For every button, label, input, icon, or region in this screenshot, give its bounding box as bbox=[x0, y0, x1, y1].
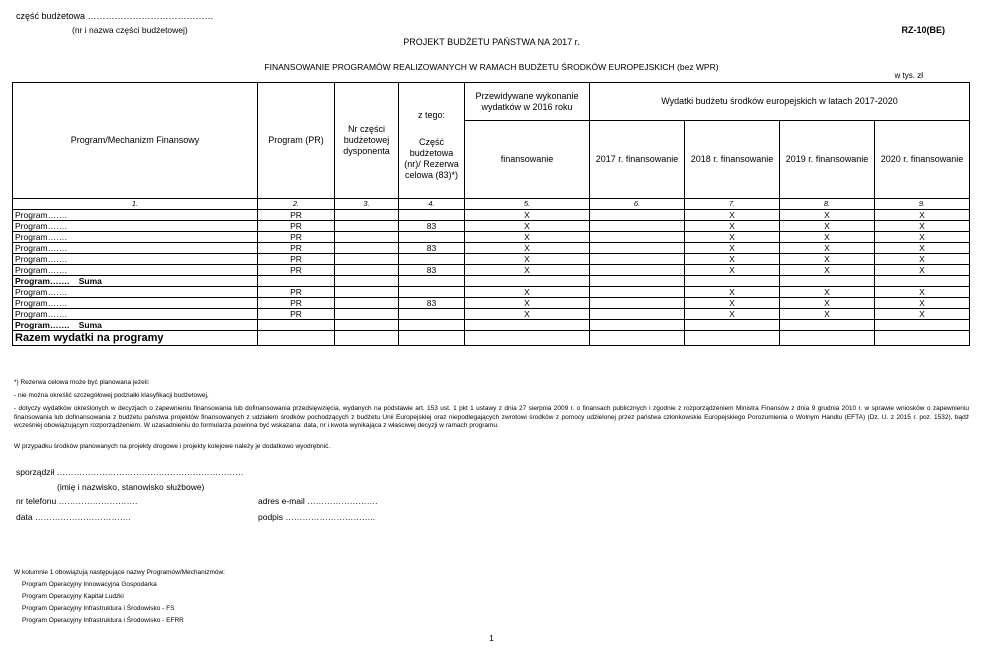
total-cell bbox=[685, 331, 780, 346]
table-cell bbox=[399, 309, 465, 320]
row-label: Program……. bbox=[13, 298, 258, 309]
email-field: adres e-mail ……………………. bbox=[258, 496, 378, 506]
table-cell bbox=[335, 287, 399, 298]
table-cell bbox=[335, 320, 399, 331]
table-cell bbox=[590, 320, 685, 331]
table-cell bbox=[780, 320, 875, 331]
column-number: 2. bbox=[258, 199, 335, 210]
row-label: Program……. bbox=[13, 221, 258, 232]
table-cell bbox=[780, 276, 875, 287]
table-row bbox=[13, 298, 970, 309]
page-subtitle: FINANSOWANIE PROGRAMÓW REALIZOWANYCH W RAMACH BUDŻETU ŚRODKÓW EUROPEJSKICH (bez WPR) bbox=[264, 62, 719, 72]
unit-label: w tys. zł bbox=[894, 71, 923, 80]
table-cell: X bbox=[780, 210, 875, 221]
signature-field: podpis ………………………….. bbox=[258, 512, 376, 522]
table-cell: X bbox=[685, 232, 780, 243]
table-cell: PR bbox=[258, 287, 335, 298]
table-cell: PR bbox=[258, 210, 335, 221]
table-cell: X bbox=[875, 210, 970, 221]
table-cell bbox=[335, 232, 399, 243]
table-cell bbox=[685, 276, 780, 287]
header-pr: Program (PR) bbox=[258, 83, 335, 199]
table-cell bbox=[335, 221, 399, 232]
total-cell bbox=[335, 331, 399, 346]
table-cell bbox=[399, 254, 465, 265]
table-cell: PR bbox=[258, 254, 335, 265]
table-cell: X bbox=[465, 298, 590, 309]
table-cell bbox=[258, 276, 335, 287]
table-row bbox=[13, 287, 970, 298]
table-cell: X bbox=[685, 254, 780, 265]
table-cell bbox=[335, 309, 399, 320]
table-body bbox=[13, 210, 970, 331]
header-2018: 2018 r. finansowanie bbox=[685, 121, 780, 199]
table-cell: X bbox=[465, 210, 590, 221]
table-cell bbox=[590, 276, 685, 287]
table-cell: X bbox=[685, 298, 780, 309]
row-label: Program……. bbox=[13, 232, 258, 243]
program-name-item: Program Operacyjny Infrastruktura i Środowisko - EFRR bbox=[22, 617, 184, 624]
table-cell: X bbox=[875, 232, 970, 243]
table-cell: 83 bbox=[399, 221, 465, 232]
table-row bbox=[13, 309, 970, 320]
table-cell bbox=[399, 287, 465, 298]
page-number: 1 bbox=[489, 633, 494, 643]
footnote-1: *) Rezerwa celowa może być planowana jeżeli: bbox=[14, 379, 150, 386]
table-cell bbox=[335, 254, 399, 265]
header-z-tego: z tego: bbox=[399, 83, 465, 121]
header-finansowanie: finansowanie bbox=[465, 121, 590, 199]
table-cell: X bbox=[875, 243, 970, 254]
programs-intro: W kolumnie 1 obowiązują następujące nazwy Programów/Mechanizmów: bbox=[14, 569, 225, 576]
table-cell bbox=[335, 243, 399, 254]
table-cell bbox=[875, 320, 970, 331]
table-cell bbox=[335, 298, 399, 309]
table-cell bbox=[685, 320, 780, 331]
table-cell: X bbox=[780, 221, 875, 232]
table-row bbox=[13, 276, 970, 287]
total-cell bbox=[780, 331, 875, 346]
table-row bbox=[13, 243, 970, 254]
prepared-by-hint: (imię i nazwisko, stanowisko służbowe) bbox=[57, 482, 205, 492]
row-label: Program……. bbox=[13, 309, 258, 320]
footnote-2: - nie można określić szczegółowej podziałki klasyfikacji budżetowej, bbox=[14, 392, 209, 399]
table-row bbox=[13, 210, 970, 221]
header-przewidywane: Przewidywane wykonanie wydatków w 2016 roku bbox=[465, 83, 590, 121]
table-cell: PR bbox=[258, 265, 335, 276]
table-cell bbox=[590, 287, 685, 298]
program-name-item: Program Operacyjny Kapitał Ludzki bbox=[22, 593, 124, 600]
table-cell: X bbox=[780, 309, 875, 320]
column-numbers-row bbox=[13, 199, 970, 210]
header-program: Program/Mechanizm Finansowy bbox=[13, 83, 258, 199]
column-number: 5. bbox=[465, 199, 590, 210]
table-cell: X bbox=[465, 232, 590, 243]
table-cell: X bbox=[465, 243, 590, 254]
table-cell: X bbox=[685, 243, 780, 254]
total-cell bbox=[258, 331, 335, 346]
table-cell: X bbox=[685, 309, 780, 320]
table-cell bbox=[399, 210, 465, 221]
table-cell: PR bbox=[258, 232, 335, 243]
form-code: RZ-10(BE) bbox=[901, 25, 945, 35]
table-cell: X bbox=[780, 254, 875, 265]
table-cell: 83 bbox=[399, 243, 465, 254]
row-label: Program……. bbox=[13, 243, 258, 254]
table-row bbox=[13, 320, 970, 331]
table-cell: PR bbox=[258, 243, 335, 254]
column-number: 3. bbox=[335, 199, 399, 210]
header-nr-czesci: Nr części budżetowej dysponenta bbox=[335, 83, 399, 199]
table-cell bbox=[399, 232, 465, 243]
table-cell: PR bbox=[258, 221, 335, 232]
total-cell bbox=[590, 331, 685, 346]
part-hint: (nr i nazwa części budżetowej) bbox=[72, 25, 188, 35]
table-cell: X bbox=[465, 254, 590, 265]
header-wydatki: Wydatki budżetu środków europejskich w latach 2017-2020 bbox=[590, 83, 970, 121]
table-cell: X bbox=[465, 221, 590, 232]
row-label: Program……. Suma bbox=[13, 320, 258, 331]
table-cell bbox=[590, 265, 685, 276]
table-cell: X bbox=[780, 298, 875, 309]
table-cell: X bbox=[685, 210, 780, 221]
table-cell: X bbox=[875, 287, 970, 298]
table-cell: X bbox=[780, 243, 875, 254]
total-cell bbox=[465, 331, 590, 346]
table-cell: X bbox=[875, 298, 970, 309]
table-cell: X bbox=[780, 287, 875, 298]
table-cell bbox=[590, 210, 685, 221]
total-label: Razem wydatki na programy bbox=[13, 331, 258, 346]
table-cell: X bbox=[465, 287, 590, 298]
table-row bbox=[13, 232, 970, 243]
column-number: 7. bbox=[685, 199, 780, 210]
table-cell bbox=[335, 276, 399, 287]
table-row bbox=[13, 254, 970, 265]
phone-field: nr telefonu ………………………. bbox=[16, 496, 138, 506]
table-cell bbox=[590, 243, 685, 254]
table-cell bbox=[258, 320, 335, 331]
table-cell: X bbox=[875, 265, 970, 276]
table-cell bbox=[590, 254, 685, 265]
table-cell: X bbox=[875, 309, 970, 320]
row-label: Program……. bbox=[13, 210, 258, 221]
table-cell bbox=[399, 320, 465, 331]
prepared-by: sporządził ………………………………………………………… bbox=[16, 467, 244, 477]
column-number: 6. bbox=[590, 199, 685, 210]
table-row bbox=[13, 265, 970, 276]
table-cell bbox=[590, 221, 685, 232]
table-cell: X bbox=[780, 265, 875, 276]
table-cell: 83 bbox=[399, 298, 465, 309]
table-cell bbox=[335, 265, 399, 276]
total-cell bbox=[875, 331, 970, 346]
table-cell: PR bbox=[258, 309, 335, 320]
total-row bbox=[13, 331, 970, 346]
table-cell bbox=[590, 232, 685, 243]
table-cell bbox=[335, 210, 399, 221]
table-cell: X bbox=[685, 221, 780, 232]
table-cell bbox=[465, 320, 590, 331]
row-label: Program……. bbox=[13, 287, 258, 298]
table-cell: X bbox=[780, 232, 875, 243]
table-cell: X bbox=[685, 265, 780, 276]
header-2017: 2017 r. finansowanie bbox=[590, 121, 685, 199]
table-cell: X bbox=[465, 265, 590, 276]
column-number: 9. bbox=[875, 199, 970, 210]
column-number: 1. bbox=[13, 199, 258, 210]
part-label: część budżetowa …………………………………… bbox=[16, 11, 214, 21]
header-2019: 2019 r. finansowanie bbox=[780, 121, 875, 199]
column-number: 8. bbox=[780, 199, 875, 210]
header-czesc-budzetowa: Część budżetowa (nr)/ Rezerwa celowa (83)*) bbox=[399, 121, 465, 199]
column-number: 4. bbox=[399, 199, 465, 210]
program-name-item: Program Operacyjny Innowacyjna Gospodarka bbox=[22, 581, 157, 588]
row-label: Program……. bbox=[13, 254, 258, 265]
row-label: Program……. bbox=[13, 265, 258, 276]
row-label: Program……. Suma bbox=[13, 276, 258, 287]
table-cell: X bbox=[685, 287, 780, 298]
table-cell bbox=[875, 276, 970, 287]
table-cell: 83 bbox=[399, 265, 465, 276]
footnote-4: W przypadku środków planowanych na projekty drogowe i projekty kolejowe należy je dodatkowo wyodrębnić. bbox=[14, 443, 331, 450]
page-title: PROJEKT BUDŻETU PAŃSTWA NA 2017 r. bbox=[403, 37, 580, 47]
footnote-3: - dotyczy wydatków określonych w decyzjach o zapewnieniu finansowania lub dofinansowania przedsięwzięcia, wydanych na podstawie art. 153 ust. 1 pkt 1 ustawy z dnia 27 sierpnia 2009 r. o finansach publicznych i zgodnie z rozporządzeniem Ministra Finansów z dnia 9 grudnia 2010 r. w sprawie wniosków o zapewnieniu finansowania lub dofinansowania z budżetu państwa projektów finansowanych z udziałem środków pochodzących z budżetu Unii Europejskiej oraz niepodlegających zwrotowi środków z pomocy udzielonej przez państwa członkowskie Europejskiego Porozumienia o Wolnym Handlu (EFTA) (Dz. U. z 2015 r. poz. 1532), bądź wcześniej obowiązującym rozporządzeniem. W uzasadnieniu do formularza powinna być wskazana: data, nr i kwota wynikająca z właściwej decyzji w ramach programu. bbox=[14, 405, 969, 429]
table-cell bbox=[590, 309, 685, 320]
table-cell: X bbox=[875, 221, 970, 232]
header-2020: 2020 r. finansowanie bbox=[875, 121, 970, 199]
table-cell: PR bbox=[258, 298, 335, 309]
financing-table bbox=[12, 82, 970, 346]
table-cell: X bbox=[465, 309, 590, 320]
total-cell bbox=[399, 331, 465, 346]
table-cell bbox=[465, 276, 590, 287]
table-row bbox=[13, 221, 970, 232]
table-cell bbox=[590, 298, 685, 309]
table-cell: X bbox=[875, 254, 970, 265]
program-name-item: Program Operacyjny Infrastruktura i Środowisko - FS bbox=[22, 605, 175, 612]
table-cell bbox=[399, 276, 465, 287]
date-field: data ……………………………. bbox=[16, 512, 131, 522]
